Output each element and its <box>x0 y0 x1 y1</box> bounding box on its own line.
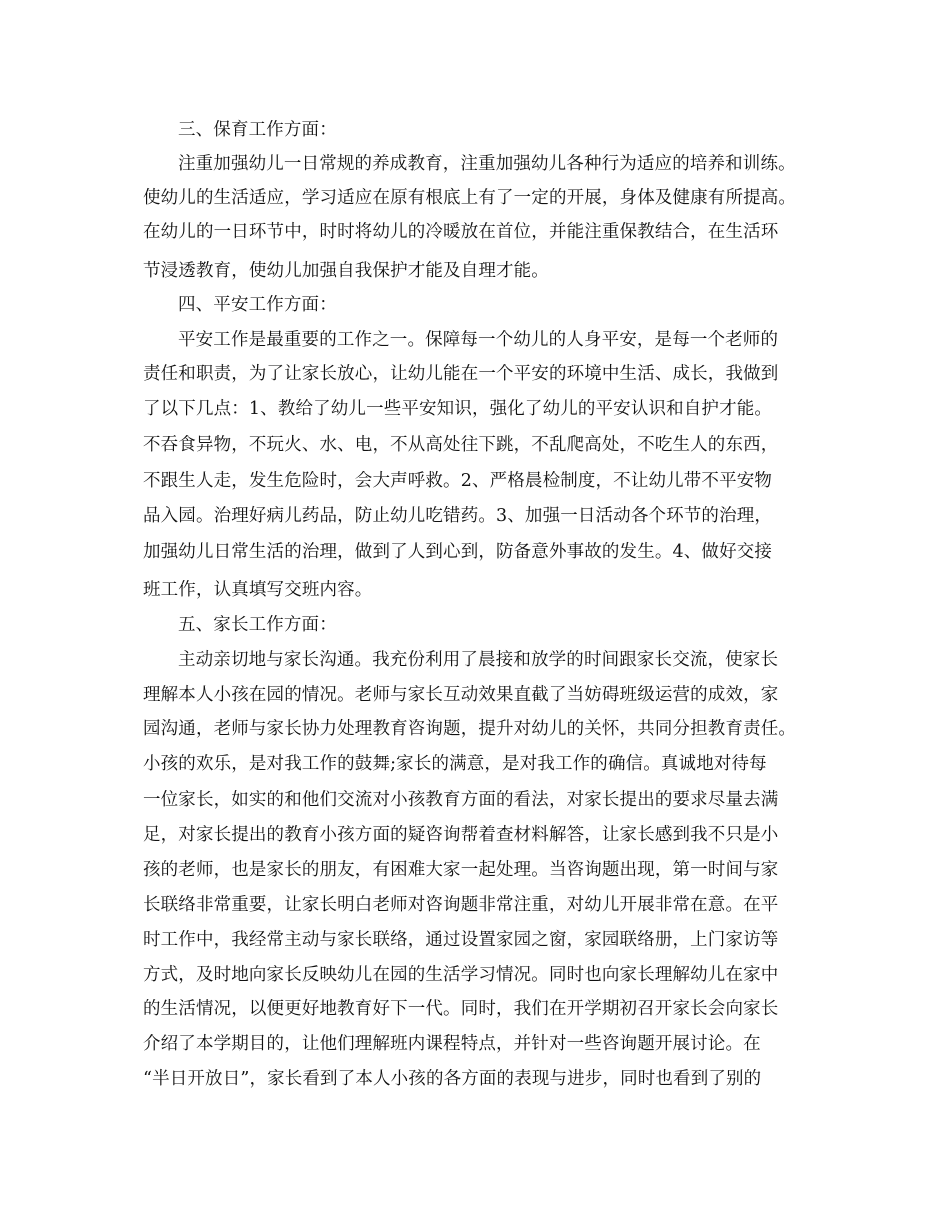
section-heading-safety: 四、平安工作方面： <box>178 295 337 315</box>
paragraph-line: 主动亲切地与家长沟通。我充份利用了晨接和放学的时间跟家长交流，使家长 <box>178 650 779 670</box>
paragraph-line: 班工作，认真填写交班内容。 <box>143 580 373 600</box>
paragraph-line: 孩的老师，也是家长的朋友，有困难大家一起处理。当咨询题出现，第一时间与家 <box>143 860 779 880</box>
paragraph-line: 一位家长，如实的和他们交流对小孩教育方面的看法，对家长提出的要求尽量去满 <box>143 790 779 810</box>
paragraph-line: 节浸透教育，使幼儿加强自我保护才能及自理才能。 <box>143 261 549 281</box>
paragraph-line: 介绍了本学期目的，让他们理解班内课程特点，并针对一些咨询题开展讨论。在 <box>143 1034 761 1054</box>
paragraph-line: 小孩的欢乐，是对我工作的鼓舞;家长的满意，是对我工作的确信。真诚地对待每 <box>143 754 767 774</box>
paragraph-line: 加强幼儿日常生活的治理，做到了人到心到，防备意外事故的发生。4、做好交接 <box>143 542 773 562</box>
paragraph-line: “半日开放日”，家长看到了本人小孩的各方面的表现与进步，同时也看到了别的 <box>143 1069 762 1089</box>
paragraph-line: 责任和职责，为了让家长放心，让幼儿能在一个平安的环境中生活、成长，我做到 <box>143 364 779 384</box>
paragraph-line: 品入园。治理好病儿药品，防止幼儿吃错药。3、加强一日活动各个环节的治理， <box>143 506 773 526</box>
paragraph-line: 使幼儿的生活适应，学习适应在原有根底上有了一定的开展，身体及健康有所提高。 <box>143 188 797 208</box>
paragraph-line: 平安工作是最重要的工作之一。保障每一个幼儿的人身平安，是每一个老师的 <box>178 330 779 350</box>
paragraph-line: 理解本人小孩在园的情况。老师与家长互动效果直截了当妨碍班级运营的成效，家 <box>143 685 779 705</box>
paragraph-line: 不跟生人走，发生危险时，会大声呼救。2、严格晨检制度，不让幼儿带不平安物 <box>143 471 773 491</box>
section-heading-care: 三、保育工作方面： <box>178 120 337 140</box>
paragraph-line: 的生活情况，以便更好地教育好下一代。同时，我们在开学期初召开家长会向家长 <box>143 999 779 1019</box>
paragraph-line: 不吞食异物，不玩火、水、电，不从高处往下跳，不乱爬高处，不吃生人的东西， <box>143 435 779 455</box>
paragraph-line: 方式，及时地向家长反映幼儿在园的生活学习情况。同时也向家长理解幼儿在家中 <box>143 965 779 985</box>
paragraph-line: 在幼儿的一日环节中，时时将幼儿的冷暖放在首位，并能注重保教结合，在生活环 <box>143 222 779 242</box>
paragraph-line: 时工作中，我经常主动与家长联络，通过设置家园之窗，家园联络册，上门家访等 <box>143 930 779 950</box>
paragraph-line: 长联络非常重要，让家长明白老师对咨询题非常注重，对幼儿开展非常在意。在平 <box>143 895 779 915</box>
paragraph-line: 注重加强幼儿一日常规的养成教育，注重加强幼儿各种行为适应的培养和训练。 <box>178 154 796 174</box>
paragraph-line: 足，对家长提出的教育小孩方面的疑咨询帮着查材料解答，让家长感到我不只是小 <box>143 825 779 845</box>
paragraph-line: 园沟通，老师与家长协力处理教育咨询题，提升对幼儿的关怀，共同分担教育责任。 <box>143 719 797 739</box>
section-heading-parents: 五、家长工作方面： <box>178 615 337 635</box>
paragraph-line: 了以下几点：1、教给了幼儿一些平安知识，强化了幼儿的平安认识和自护才能。 <box>143 399 773 419</box>
